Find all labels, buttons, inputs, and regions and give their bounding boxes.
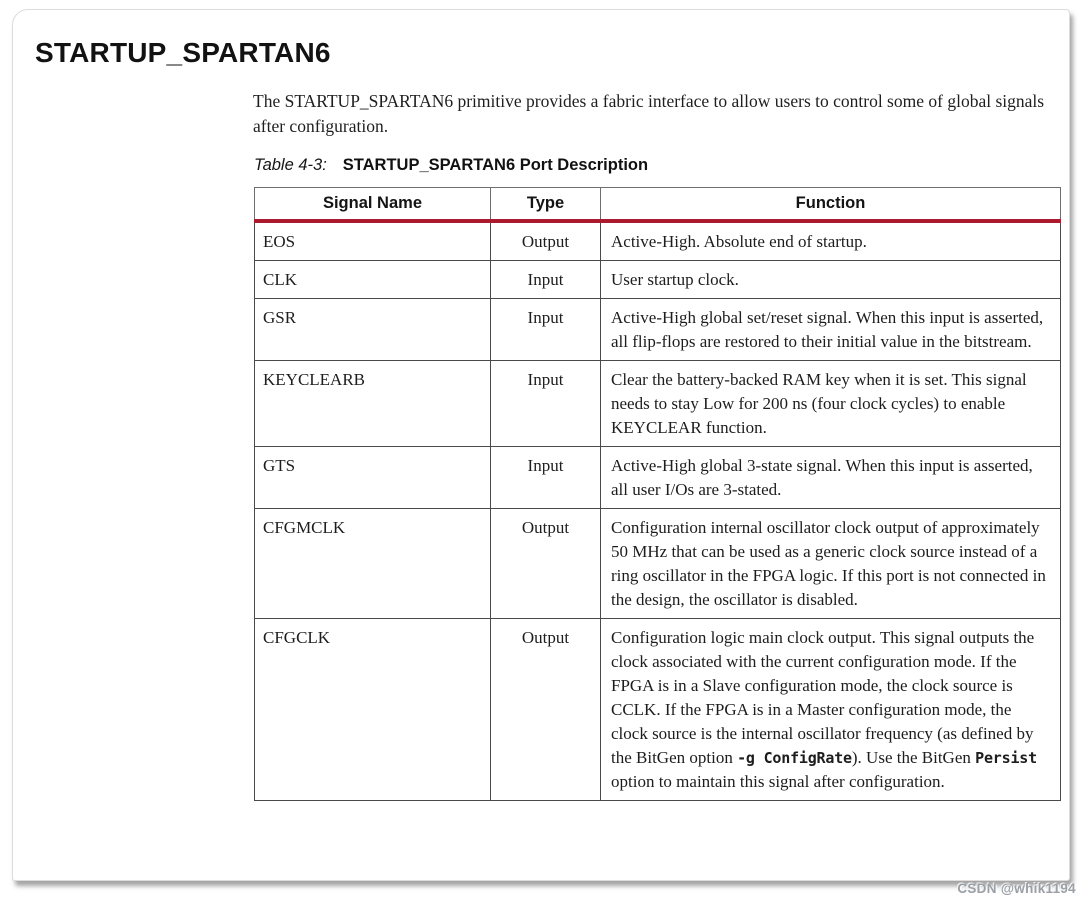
signal-cell: CFGMCLK bbox=[255, 508, 491, 618]
function-text: Active-High global 3-state signal. When this input is asserted, all user I/Os are 3-stated. bbox=[611, 455, 1033, 499]
table-caption bbox=[254, 156, 648, 175]
function-cell bbox=[601, 446, 1061, 508]
port-table-body bbox=[255, 221, 1061, 801]
table-row bbox=[255, 446, 1061, 508]
function-cell bbox=[601, 221, 1061, 261]
table-row bbox=[255, 508, 1061, 618]
column-header-signal-name: Signal Name bbox=[255, 188, 491, 221]
table-caption-label: Table 4-3: bbox=[254, 156, 327, 174]
document-page bbox=[12, 9, 1070, 881]
csdn-watermark: CSDN @whik1194 bbox=[957, 881, 1076, 896]
table-caption-title: STARTUP_SPARTAN6 Port Description bbox=[342, 156, 649, 174]
function-text: Active-High global set/reset signal. When this input is asserted, all flip-flops are restored to their initial value in the bitstream. bbox=[611, 307, 1044, 351]
function-cell bbox=[601, 260, 1061, 298]
function-text: option to maintain this signal after configuration. bbox=[611, 771, 945, 791]
type-cell: Input bbox=[491, 360, 601, 446]
function-text: Configuration logic main clock output. This signal outputs the clock associated with the current configuration mode. If the FPGA is in a Slave configuration mode, the clock source is CCLK. If the FPGA is in a Master configuration mode, the clock source is the internal oscillator frequency (as defined by the BitGen option bbox=[611, 627, 1035, 767]
page-title: STARTUP_SPARTAN6 bbox=[35, 37, 331, 68]
type-cell: Input bbox=[491, 298, 601, 360]
signal-cell: CFGCLK bbox=[255, 618, 491, 800]
column-header-type: Type bbox=[491, 188, 601, 221]
table-row bbox=[255, 618, 1061, 800]
type-cell: Output bbox=[491, 618, 601, 800]
function-cell bbox=[601, 508, 1061, 618]
signal-cell: EOS bbox=[255, 221, 491, 261]
function-text: Clear the battery-backed RAM key when it is set. This signal needs to stay Low for 200 ns (four clock cycles) to enable KEYCLEAR function. bbox=[611, 369, 1027, 437]
signal-cell: KEYCLEARB bbox=[255, 360, 491, 446]
function-cell bbox=[601, 618, 1061, 800]
type-cell: Input bbox=[491, 446, 601, 508]
signal-cell: GTS bbox=[255, 446, 491, 508]
inline-code: Persist bbox=[975, 748, 1037, 767]
type-cell: Output bbox=[491, 221, 601, 261]
table-header-row bbox=[255, 188, 1061, 221]
type-cell: Output bbox=[491, 508, 601, 618]
type-cell: Input bbox=[491, 260, 601, 298]
intro-paragraph: The STARTUP_SPARTAN6 primitive provides a fabric interface to allow users to control some of global signals after configuration. bbox=[253, 91, 1045, 136]
function-text: ). Use the BitGen bbox=[851, 747, 976, 767]
table-row bbox=[255, 221, 1061, 261]
table-row bbox=[255, 260, 1061, 298]
function-text: Configuration internal oscillator clock output of approximately 50 MHz that can be used as a generic clock source instead of a ring oscillator in the FPGA logic. If this port is not connected in the design, the oscillator is disabled. bbox=[611, 517, 1046, 609]
function-cell bbox=[601, 298, 1061, 360]
function-text: Active-High. Absolute end of startup. bbox=[611, 231, 867, 251]
table-row bbox=[255, 298, 1061, 360]
function-cell bbox=[601, 360, 1061, 446]
inline-code: -g ConfigRate bbox=[737, 748, 852, 767]
column-header-function: Function bbox=[601, 188, 1061, 221]
port-description-table bbox=[254, 187, 1061, 801]
signal-cell: CLK bbox=[255, 260, 491, 298]
signal-cell: GSR bbox=[255, 298, 491, 360]
function-text: User startup clock. bbox=[611, 269, 739, 289]
table-row bbox=[255, 360, 1061, 446]
